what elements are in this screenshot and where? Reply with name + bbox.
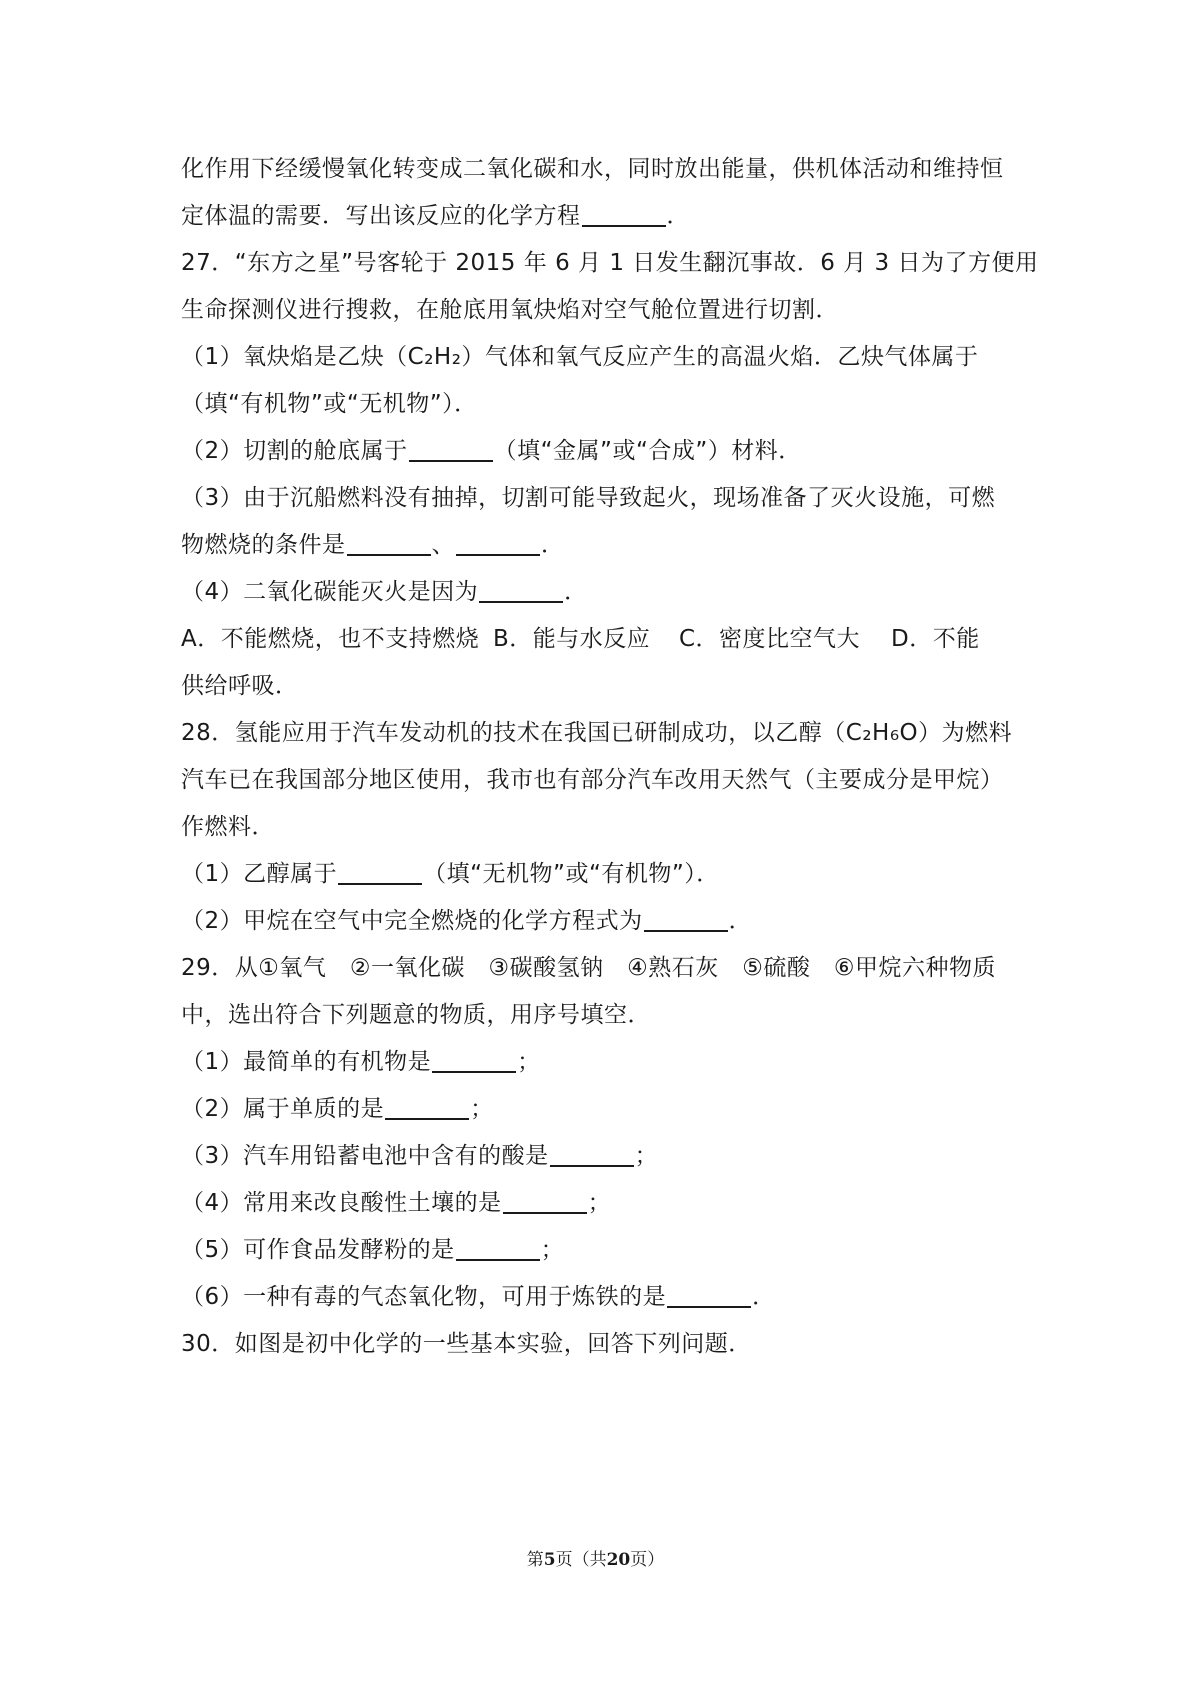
sub-question-27-4 — [181, 569, 1021, 616]
text-line — [181, 522, 1021, 569]
question-text: 物燃烧的条件是 — [181, 532, 346, 558]
punctuation: ； — [470, 1096, 494, 1122]
page-number: 5 — [543, 1550, 556, 1570]
question-text: （1）氧炔焰是乙炔（C₂H₂）气体和氧气反应产生的高温火焰．乙炔气体属于 — [181, 344, 979, 370]
sub-question-27-3 — [181, 475, 1021, 522]
text-line — [181, 193, 1021, 240]
sub-question-29-1 — [181, 1039, 1021, 1086]
question-text: （1）乙醇属于 — [181, 861, 338, 887]
question-text: 28．氢能应用于汽车发动机的技术在我国已研制成功，以乙醇（C₂H₆O）为燃料 — [181, 720, 1013, 746]
answer-blank[interactable] — [338, 883, 422, 885]
question-27-stem — [181, 240, 1039, 287]
question-text: 作燃料． — [181, 814, 275, 840]
sub-question-27-1 — [181, 334, 1021, 381]
question-text: （填“无机物”或“有机物”）． — [423, 861, 720, 887]
text-line — [181, 663, 1021, 710]
punctuation: ． — [541, 532, 565, 558]
option-b: B．能与水反应 — [493, 626, 651, 652]
punctuation: ； — [540, 1237, 565, 1263]
question-text: （3）由于沉船燃料没有抽掉，切割可能导致起火，现场准备了灭火设施，可燃 — [181, 485, 996, 511]
question-text: 生命探测仪进行搜救，在舱底用氧炔焰对空气舱位置进行切割． — [181, 297, 839, 323]
page-content — [181, 146, 1039, 1368]
question-text: （3）汽车用铅蓄电池中含有的酸是 — [181, 1143, 549, 1169]
question-text: （2）甲烷在空气中完全燃烧的化学方程式为 — [181, 908, 643, 934]
question-text: （2）切割的舱底属于 — [181, 438, 408, 464]
text-line — [181, 804, 1021, 851]
question-text: 中，选出符合下列题意的物质，用序号填空． — [181, 1002, 651, 1028]
answer-blank[interactable] — [347, 554, 431, 556]
text-line — [181, 146, 1021, 193]
punctuation: ． — [728, 908, 753, 934]
option-d: D．不能 — [891, 626, 980, 652]
page-total: 20 — [606, 1550, 631, 1570]
paragraph-text: 化作用下经缓慢氧化转变成二氧化碳和水，同时放出能量，供机体活动和维持恒 — [181, 156, 1004, 182]
footer-text: 页（共 — [555, 1550, 607, 1570]
sub-question-29-4 — [181, 1180, 1021, 1227]
question-text: （填“有机物”或“无机物”）． — [181, 391, 478, 417]
page-footer — [0, 1545, 1191, 1570]
footer-text: 页） — [630, 1550, 665, 1570]
option-c: C．密度比空气大 — [679, 626, 861, 652]
answer-blank[interactable] — [456, 554, 540, 556]
answer-blank[interactable] — [550, 1165, 634, 1167]
answer-blank[interactable] — [644, 930, 728, 932]
question-text: （5）可作食品发酵粉的是 — [181, 1237, 455, 1263]
answer-blank[interactable] — [385, 1118, 469, 1120]
question-text: （6）一种有毒的气态氧化物，可用于炼铁的是 — [181, 1284, 667, 1310]
sub-question-28-1 — [181, 851, 1021, 898]
question-text: 29．从①氧气 ②一氧化碳 ③碳酸氢钠 ④熟石灰 ⑤硫酸 ⑥甲烷六种物质 — [181, 955, 996, 981]
question-30-stem — [181, 1321, 1021, 1368]
text-line — [181, 381, 1021, 428]
question-text: （1）最简单的有机物是 — [181, 1049, 432, 1075]
punctuation: ． — [564, 579, 588, 605]
option-a: A．不能燃烧，也不支持燃烧 — [181, 626, 480, 652]
question-text: （2）属于单质的是 — [181, 1096, 385, 1122]
answer-blank[interactable] — [503, 1212, 587, 1214]
options-line — [181, 616, 1021, 663]
sub-question-29-5 — [181, 1227, 1021, 1274]
punctuation: ． — [752, 1284, 776, 1310]
question-text: （4）常用来改良酸性土壤的是 — [181, 1190, 502, 1216]
sub-question-29-6 — [181, 1274, 1021, 1321]
answer-blank[interactable] — [409, 460, 493, 462]
answer-blank[interactable] — [479, 601, 563, 603]
question-28-stem — [181, 710, 1021, 757]
answer-blank[interactable] — [667, 1306, 751, 1308]
option-d-continued: 供给呼吸． — [181, 673, 299, 699]
footer-text: 第 — [526, 1550, 544, 1570]
question-29-stem — [181, 945, 1021, 992]
punctuation: ； — [587, 1190, 612, 1216]
question-text: （填“金属”或“合成”）材料． — [493, 438, 802, 464]
punctuation: ； — [634, 1143, 659, 1169]
sub-question-27-2 — [181, 428, 1021, 475]
question-text: 27．“东方之星”号客轮于 2015 年 6 月 1 日发生翻沉事故．6 月 3 日为了方便用 — [181, 250, 1039, 276]
text-line — [181, 992, 1021, 1039]
punctuation: ； — [517, 1049, 541, 1075]
punctuation: ． — [666, 203, 690, 229]
punctuation: 、 — [431, 532, 455, 558]
sub-question-29-3 — [181, 1133, 1021, 1180]
text-line — [181, 287, 1021, 334]
answer-blank[interactable] — [456, 1259, 540, 1261]
sub-question-29-2 — [181, 1086, 1021, 1133]
answer-blank[interactable] — [582, 225, 666, 227]
paragraph-text: 定体温的需要．写出该反应的化学方程 — [181, 203, 581, 229]
question-text: （4）二氧化碳能灭火是因为 — [181, 579, 479, 605]
question-text: 汽车已在我国部分地区使用，我市也有部分汽车改用天然气（主要成分是甲烷） — [181, 767, 1004, 793]
sub-question-28-2 — [181, 898, 1021, 945]
answer-blank[interactable] — [432, 1071, 516, 1073]
text-line — [181, 757, 1021, 804]
question-text: 30．如图是初中化学的一些基本实验，回答下列问题． — [181, 1331, 752, 1357]
